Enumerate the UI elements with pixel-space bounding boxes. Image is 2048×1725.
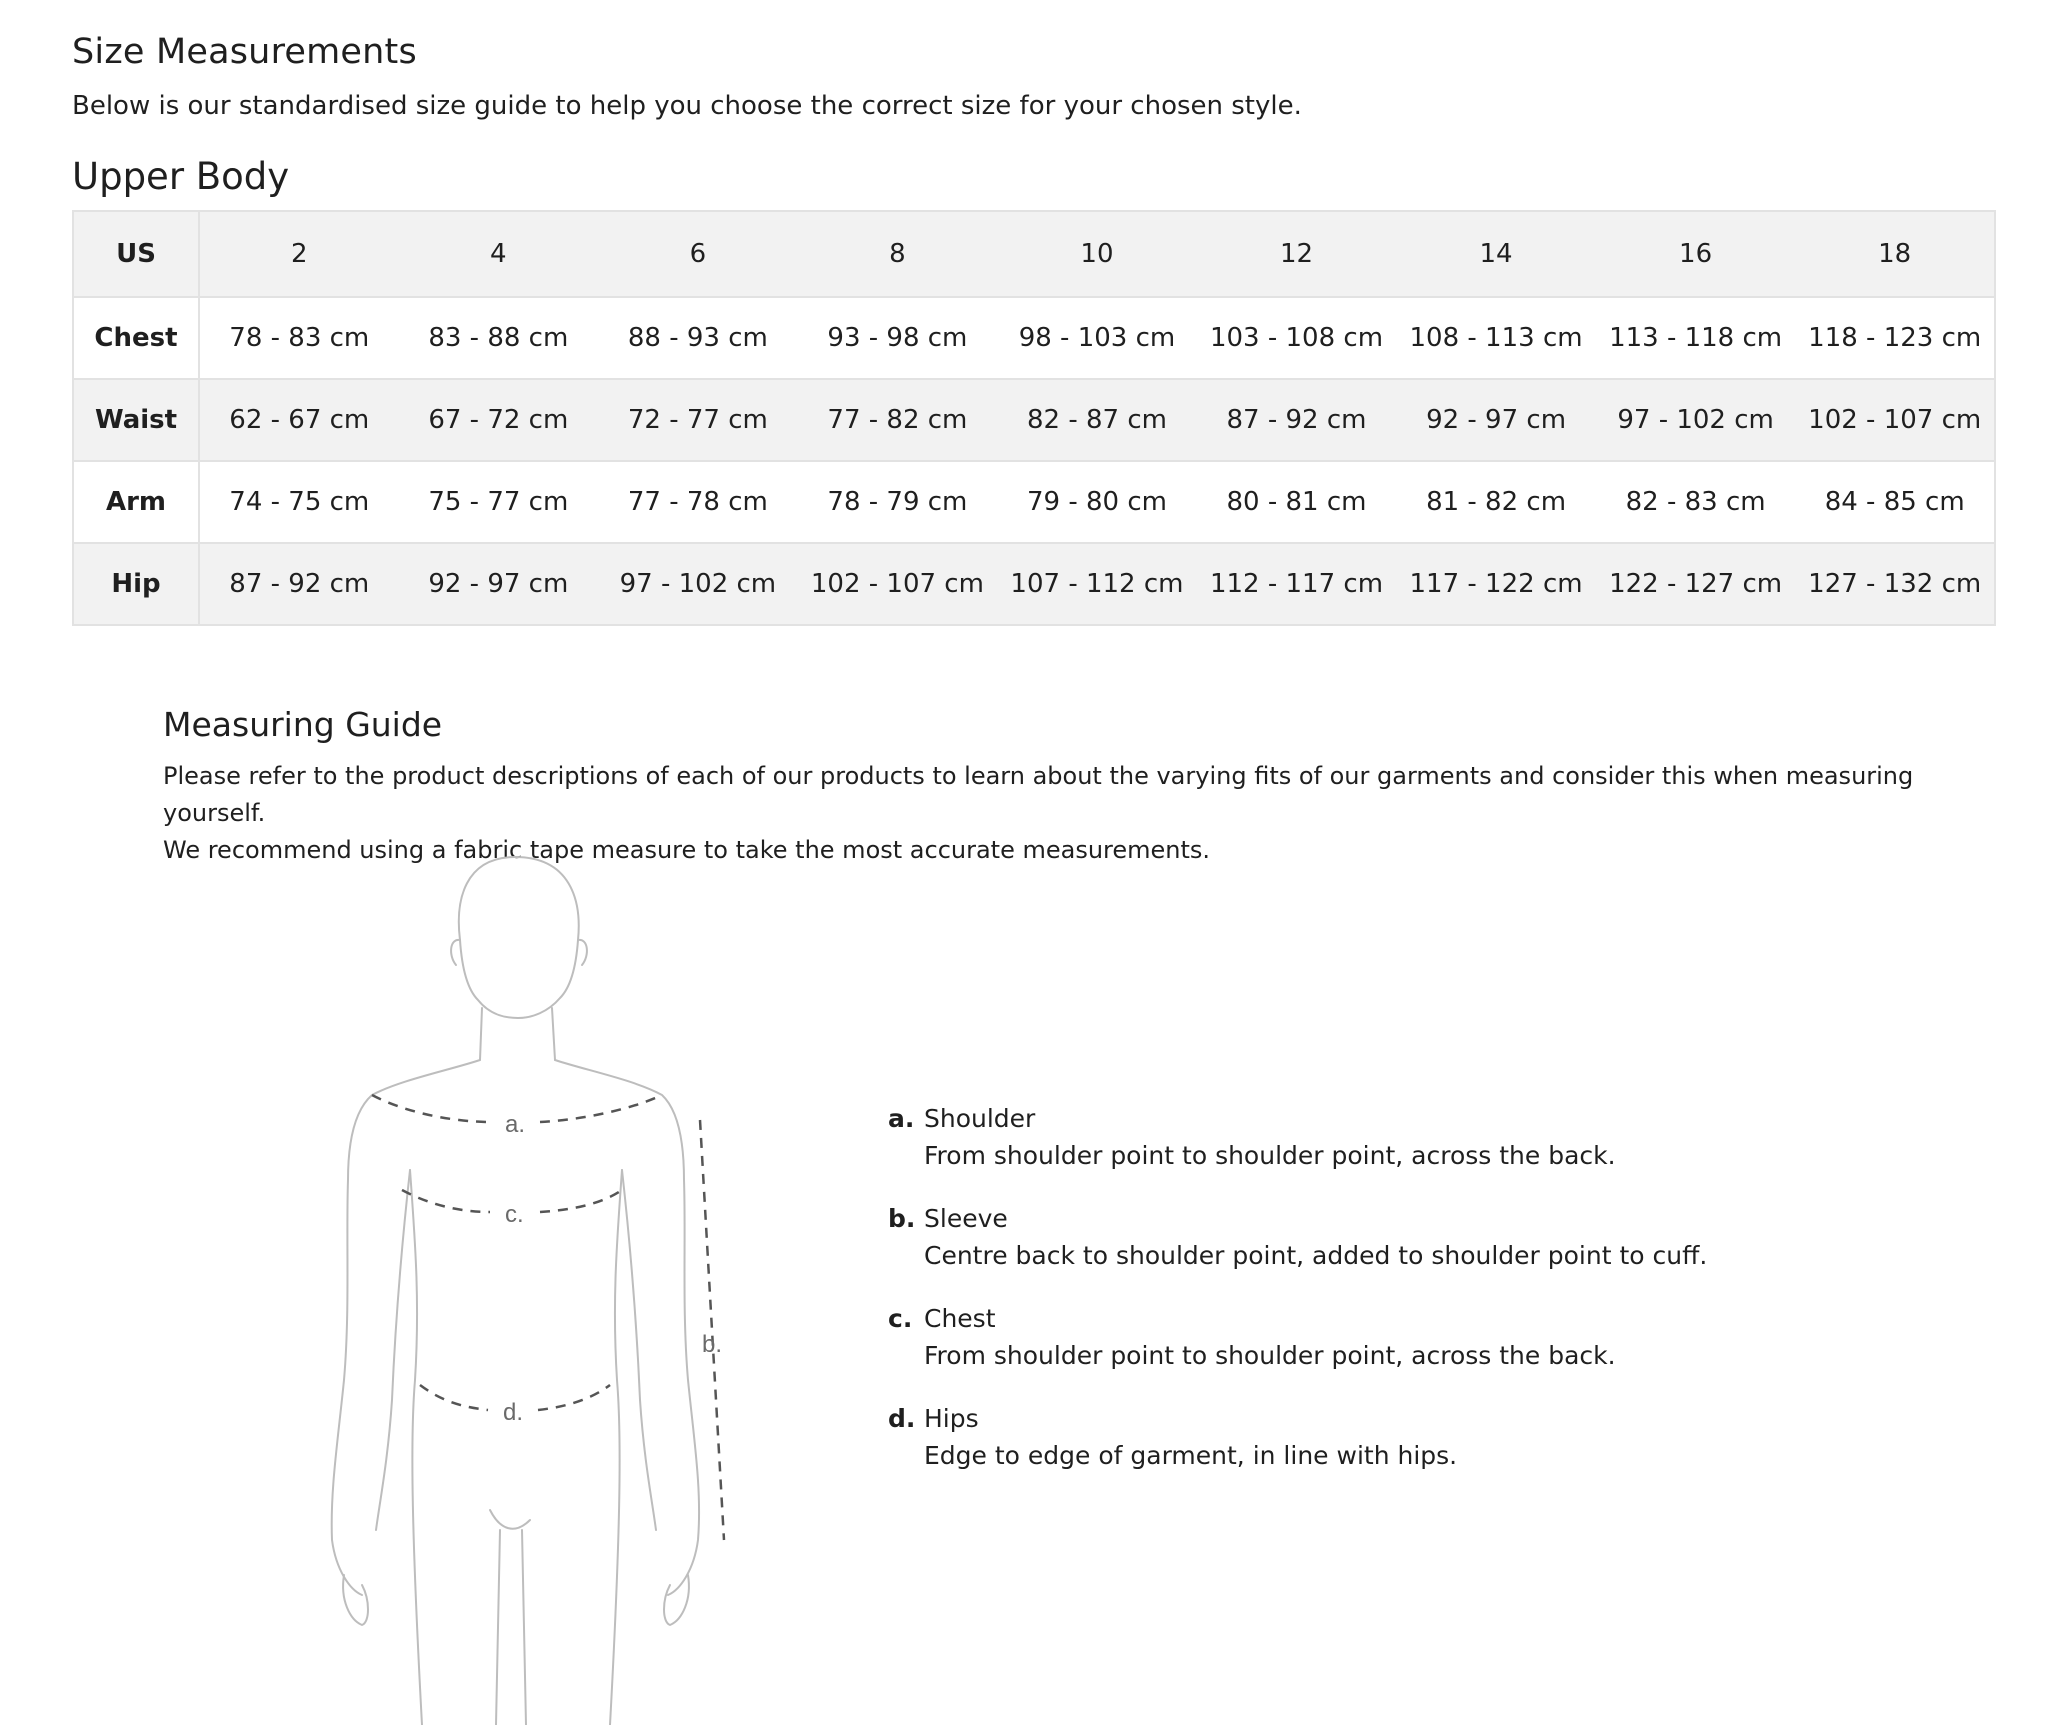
table-cell: 127 - 132 cm: [1795, 543, 1995, 625]
table-cell: 87 - 92 cm: [199, 543, 399, 625]
legend-letter: d.: [888, 1404, 916, 1433]
table-cell: 77 - 78 cm: [598, 461, 798, 543]
table-cell: 102 - 107 cm: [1795, 379, 1995, 461]
table-cell: 108 - 113 cm: [1396, 297, 1596, 379]
table-cell: 93 - 98 cm: [798, 297, 998, 379]
legend-name: Hips: [924, 1404, 979, 1433]
table-cell: 97 - 102 cm: [598, 543, 798, 625]
table-cell: 98 - 103 cm: [997, 297, 1197, 379]
size-column-header: 16: [1596, 211, 1796, 297]
measuring-guide-title: Measuring Guide: [163, 705, 443, 744]
figure-label-c: c.: [505, 1201, 524, 1228]
table-cell: 122 - 127 cm: [1596, 543, 1796, 625]
legend-item-sleeve: [888, 1200, 1788, 1274]
legend-item-shoulder: [888, 1100, 1788, 1174]
row-label: Waist: [73, 379, 199, 461]
table-cell: 97 - 102 cm: [1596, 379, 1796, 461]
table-cell: 112 - 117 cm: [1197, 543, 1397, 625]
table-cell: 92 - 97 cm: [1396, 379, 1596, 461]
legend-item-hips: [888, 1400, 1788, 1474]
size-system-label: US: [73, 211, 199, 297]
body-measurement-figure: [300, 840, 800, 1725]
table-cell: 103 - 108 cm: [1197, 297, 1397, 379]
table-cell: 75 - 77 cm: [399, 461, 599, 543]
table-cell: 80 - 81 cm: [1197, 461, 1397, 543]
row-label: Arm: [73, 461, 199, 543]
table-row-chest: [73, 297, 1995, 379]
size-chart-table: [72, 210, 1996, 626]
row-label: Hip: [73, 543, 199, 625]
legend-letter: b.: [888, 1204, 916, 1233]
legend-item-chest: [888, 1300, 1788, 1374]
table-cell: 92 - 97 cm: [399, 543, 599, 625]
size-column-header: 12: [1197, 211, 1397, 297]
guide-intro-line: Please refer to the product descriptions of each of our products to learn about the varying fits of our garments and consider this when measuring yourself.: [163, 762, 1914, 827]
table-cell: 83 - 88 cm: [399, 297, 599, 379]
table-cell: 67 - 72 cm: [399, 379, 599, 461]
page-title: Size Measurements: [72, 32, 417, 72]
table-cell: 82 - 83 cm: [1596, 461, 1796, 543]
size-column-header: 10: [997, 211, 1197, 297]
table-cell: 117 - 122 cm: [1396, 543, 1596, 625]
legend-name: Chest: [924, 1304, 996, 1333]
table-cell: 81 - 82 cm: [1396, 461, 1596, 543]
legend-name: Shoulder: [924, 1104, 1036, 1133]
table-cell: 78 - 79 cm: [798, 461, 998, 543]
measurement-legend: [888, 1100, 1788, 1500]
table-cell: 79 - 80 cm: [997, 461, 1197, 543]
table-cell: 113 - 118 cm: [1596, 297, 1796, 379]
table-cell: 88 - 93 cm: [598, 297, 798, 379]
table-row-waist: [73, 379, 1995, 461]
table-row-arm: [73, 461, 1995, 543]
guide-intro-line: We recommend using a fabric tape measure to take the most accurate measurements.: [163, 836, 1211, 864]
table-row-hip: [73, 543, 1995, 625]
size-column-header: 8: [798, 211, 998, 297]
legend-letter: a.: [888, 1104, 915, 1133]
table-cell: 84 - 85 cm: [1795, 461, 1995, 543]
upper-body-title: Upper Body: [72, 155, 290, 198]
legend-letter: c.: [888, 1304, 913, 1333]
size-column-header: 4: [399, 211, 599, 297]
table-cell: 107 - 112 cm: [997, 543, 1197, 625]
size-header-row: [73, 211, 1995, 297]
row-label: Chest: [73, 297, 199, 379]
legend-name: Sleeve: [924, 1204, 1008, 1233]
table-cell: 78 - 83 cm: [199, 297, 399, 379]
legend-desc: From shoulder point to shoulder point, across the back.: [924, 1341, 1616, 1370]
size-column-header: 14: [1396, 211, 1596, 297]
page-intro: Below is our standardised size guide to help you choose the correct size for your chosen style.: [72, 91, 1302, 121]
figure-label-b: b.: [702, 1331, 723, 1358]
legend-desc: From shoulder point to shoulder point, across the back.: [924, 1141, 1616, 1170]
size-column-header: 6: [598, 211, 798, 297]
legend-desc: Edge to edge of garment, in line with hips.: [924, 1441, 1458, 1470]
table-cell: 77 - 82 cm: [798, 379, 998, 461]
table-cell: 87 - 92 cm: [1197, 379, 1397, 461]
figure-label-a: a.: [505, 1111, 526, 1138]
table-cell: 82 - 87 cm: [997, 379, 1197, 461]
figure-label-d: d.: [503, 1399, 524, 1426]
table-cell: 102 - 107 cm: [798, 543, 998, 625]
table-cell: 74 - 75 cm: [199, 461, 399, 543]
size-column-header: 18: [1795, 211, 1995, 297]
legend-desc: Centre back to shoulder point, added to shoulder point to cuff.: [924, 1241, 1708, 1270]
table-cell: 118 - 123 cm: [1795, 297, 1995, 379]
table-cell: 62 - 67 cm: [199, 379, 399, 461]
table-cell: 72 - 77 cm: [598, 379, 798, 461]
size-column-header: 2: [199, 211, 399, 297]
